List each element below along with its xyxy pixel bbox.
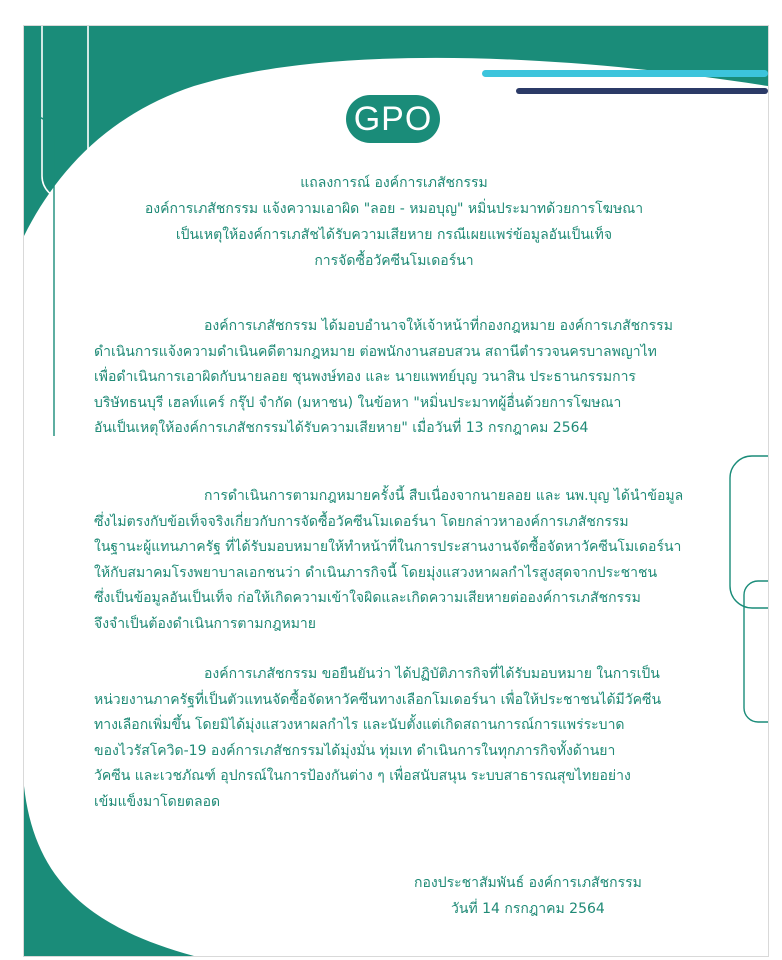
- signature-date: วันที่ 14 กรกฎาคม 2564: [451, 901, 605, 917]
- signature-department: กองประชาสัมพันธ์ องค์การเภสัชกรรม: [414, 875, 642, 891]
- gpo-logo-text: GPO: [353, 100, 433, 138]
- signature-block: [414, 870, 642, 922]
- paragraph-line: ดำเนินการแจ้งความดำเนินคดีตามกฎหมาย ต่อพนักงานสอบสวน สถานีตำรวจนครบาลพญาไท: [94, 343, 657, 360]
- paragraph-line: ทางเลือกเพิ่มขึ้น โดยมิได้มุ่งแสวงหาผลกำไร และนับตั้งแต่เกิดสถานการณ์การแพร่ระบาด: [94, 717, 625, 733]
- heading-line: องค์การเภสัชกรรม แจ้งความเอาผิด "ลอย - หมอบุญ" หมิ่นประมาทด้วยการโฆษณา: [144, 201, 644, 217]
- paragraph-line: ในฐานะผู้แทนภาครัฐ ที่ได้รับมอบหมายให้ทำหน้าที่ในการประสานงานจัดซื้อจัดหาวัคซีนโมเดอร์นา: [94, 539, 682, 555]
- paragraph-line: จึงจำเป็นต้องดำเนินการตามกฎหมาย: [94, 615, 316, 632]
- statement-page: [24, 26, 768, 956]
- statement-heading: [84, 170, 704, 274]
- paragraph-line: เพื่อดำเนินการเอาผิดกับนายลอย ชุนพงษ์ทอง และ นายแพทย์บุญ วนาสิน ประธานกรรมการ: [94, 369, 636, 385]
- paragraph-line: วัคซีน และเวชภัณฑ์ อุปกรณ์ในการป้องกันต่าง ๆ เพื่อสนับสนุน ระบบสาธารณสุขไทยอย่าง: [94, 768, 631, 784]
- paragraph-line: อันเป็นเหตุให้องค์การเภสัชกรรมได้รับความเสียหาย" เมื่อวันที่ 13 กรกฎาคม 2564: [94, 420, 589, 436]
- paragraph-line: บริษัทธนบุรี เฮลท์แคร์ กรุ๊ป จำกัด (มหาชน) ในข้อหา "หมิ่นประมาทผู้อื่นด้วยการโฆษณา: [94, 394, 622, 411]
- paragraph-line: หน่วยงานภาครัฐที่เป็นตัวแทนจัดซื้อจัดหาวัคซีนทางเลือกโมเดอร์นา เพื่อให้ประชาชนได้มีวัคซีน: [94, 691, 662, 708]
- paragraph-line: ของไวรัสโควิด-19 องค์การเภสัชกรรมได้มุ่งมั่น ทุ่มเท ดำเนินการในทุกภารกิจทั้งด้านยา: [94, 742, 616, 759]
- paragraph-line: องค์การเภสัชกรรม ได้มอบอำนาจให้เจ้าหน้าที่กองกฎหมาย องค์การเภสัชกรรม: [204, 318, 673, 334]
- heading-line: การจัดซื้อวัคซีนโมเดอร์นา: [314, 253, 474, 269]
- paragraph-line: ให้กับสมาคมโรงพยาบาลเอกชนว่า ดำเนินภารกิจนี้ โดยมุ่งแสวงหาผลกำไรสูงสุดจากประชาชน: [94, 564, 658, 581]
- paragraph-line: ซึ่งเป็นข้อมูลอันเป็นเท็จ ก่อให้เกิดความเข้าใจผิดและเกิดความเสียหายต่อองค์การเภสัชกรรม: [94, 590, 641, 606]
- heading-line: แถลงการณ์ องค์การเภสัชกรรม: [300, 175, 488, 191]
- paragraph-line: ซึ่งไม่ตรงกับข้อเท็จจริงเกี่ยวกับการจัดซื้อวัคซีนโมเดอร์นา โดยกล่าวหาองค์การเภสัชกรรม: [94, 513, 629, 530]
- paragraph-line: การดำเนินการตามกฎหมายครั้งนี้ สืบเนื่องจากนายลอย และ นพ.บุญ ได้นำข้อมูล: [204, 488, 684, 504]
- paragraph-affirmation: [94, 662, 710, 815]
- gpo-logo: [346, 95, 440, 143]
- paragraph-line: องค์การเภสัชกรรม ขอยืนยันว่า ได้ปฏิบัติภารกิจที่ได้รับมอบหมาย ในการเป็น: [204, 666, 660, 682]
- paragraph-legal-action: [94, 314, 710, 442]
- paragraph-line: เข้มแข็งมาโดยตลอด: [94, 793, 221, 810]
- heading-line: เป็นเหตุให้องค์การเภสัชได้รับความเสียหาย กรณีเผยแพร่ข้อมูลอันเป็นเท็จ: [175, 227, 613, 243]
- paragraph-background: [94, 484, 710, 637]
